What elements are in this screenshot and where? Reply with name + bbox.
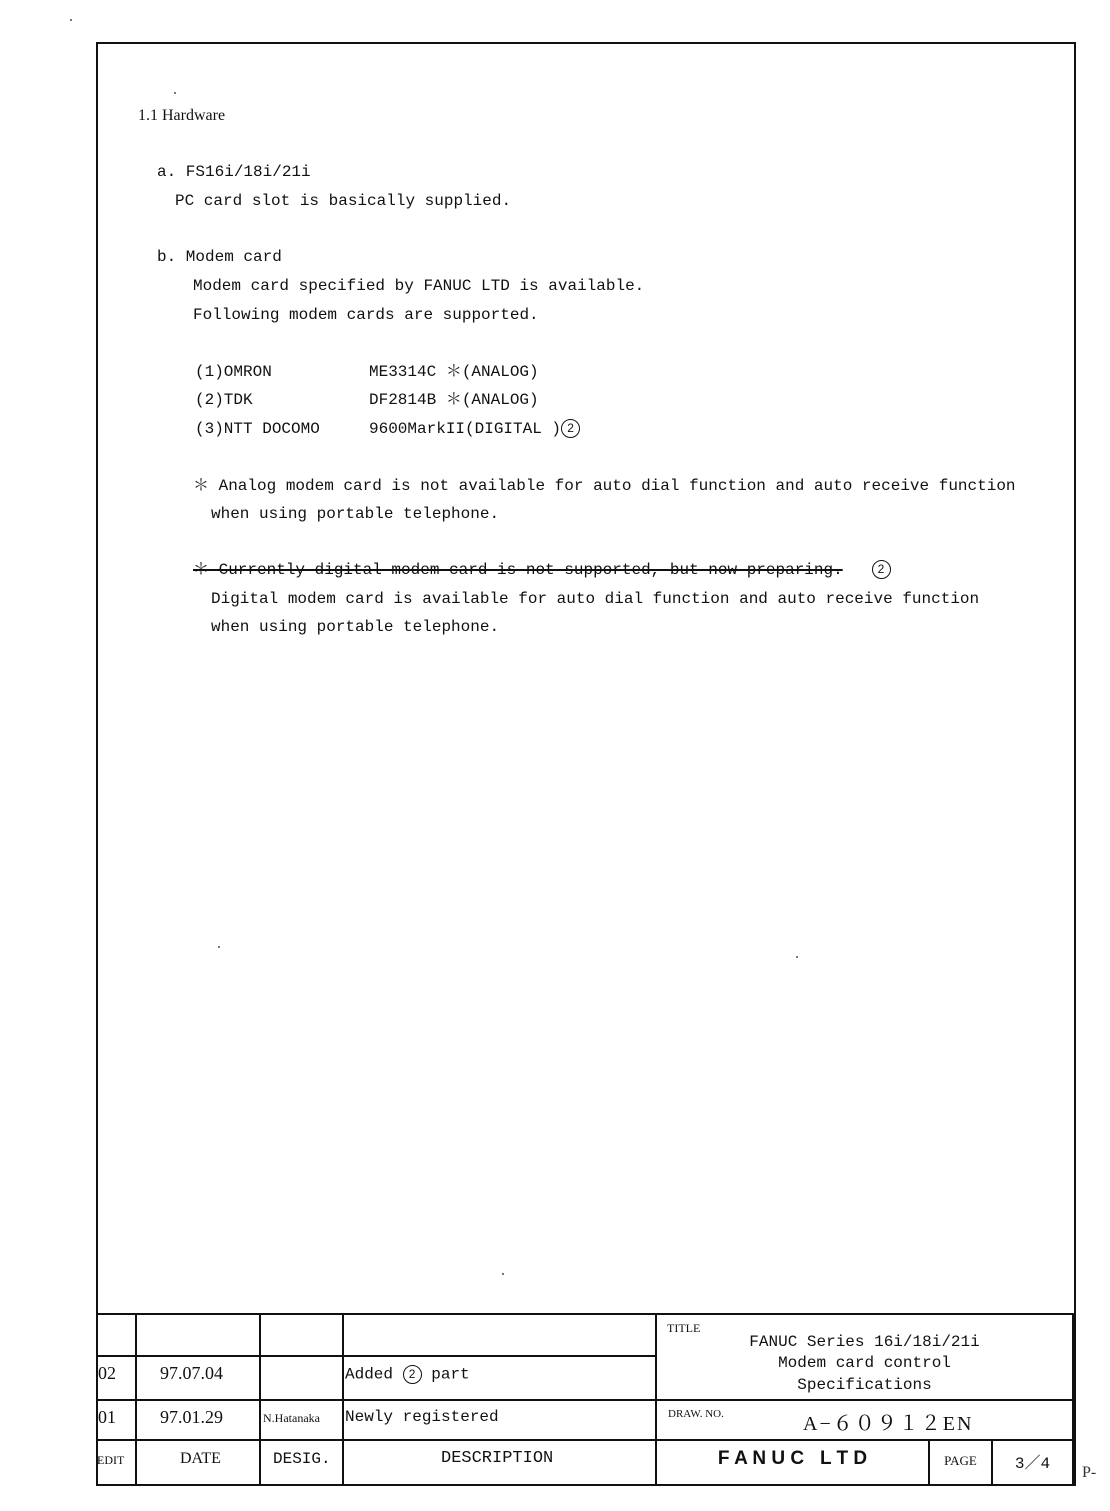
desig-cell: N.Hatanaka [263, 1411, 320, 1425]
struck-text: ＊ Currently digital modem card is not supported, but now preparing. [193, 561, 843, 579]
scan-speck [174, 92, 176, 94]
rule [135, 1313, 137, 1485]
card-name: (2)TDK [195, 391, 253, 409]
scan-speck [70, 19, 72, 21]
rule [96, 1313, 1074, 1315]
page-number: 3／4 [1014, 1455, 1051, 1473]
title-line: Specifications [797, 1376, 932, 1394]
card-name: (3)NTT DOCOMO [195, 420, 320, 438]
note1-line2: when using portable telephone. [211, 505, 500, 523]
title-label: TITLE [667, 1321, 701, 1335]
title-block [96, 1313, 1074, 1485]
date-header: DATE [180, 1450, 221, 1467]
date-cell: 97.07.04 [160, 1363, 223, 1383]
rule [96, 1399, 1074, 1401]
item-b-line1: Modem card specified by FANUC LTD is available. [193, 277, 645, 295]
description-header: DESCRIPTION [441, 1449, 554, 1468]
description-cell [345, 1365, 470, 1384]
card-model-text: 9600MarkII(DIGITAL ) [369, 420, 562, 438]
card-name: (1)OMRON [195, 363, 272, 381]
rule [96, 1355, 657, 1357]
draw-no-label: DRAW. NO. [668, 1408, 724, 1420]
card-model: ME3314C ＊(ANALOG) [369, 363, 539, 381]
card-model [369, 419, 580, 439]
item-a-label: a. FS16i/18i/21i [157, 163, 311, 181]
edit-header: EDIT [97, 1453, 125, 1467]
revision-mark: 2 [872, 560, 891, 579]
rule [342, 1313, 344, 1485]
title-line: Modem card control [778, 1354, 951, 1372]
note2-struck [193, 560, 891, 580]
item-b-label: b. Modem card [157, 248, 282, 266]
scan-speck [218, 946, 220, 948]
description-suffix: part [431, 1365, 470, 1384]
revision-mark: 2 [403, 1365, 422, 1384]
rule [1072, 1313, 1074, 1485]
card-model: DF2814B ＊(ANALOG) [369, 391, 539, 409]
title-line: FANUC Series 16i/18i/21i [749, 1333, 980, 1351]
date-cell: 97.01.29 [160, 1407, 223, 1427]
item-b-line2: Following modem cards are supported. [193, 306, 539, 324]
edit-cell: 02 [98, 1363, 116, 1383]
edit-cell: 01 [98, 1407, 116, 1427]
section-heading: 1.1 Hardware [138, 107, 226, 124]
note2-line2: when using portable telephone. [211, 618, 500, 636]
revision-mark: 2 [561, 419, 580, 438]
rule [259, 1313, 261, 1485]
desig-header: DESIG. [273, 1450, 331, 1468]
note1-line1: ＊ Analog modem card is not available for auto dial function and auto receive function [193, 477, 1016, 495]
scan-speck [796, 956, 798, 958]
scan-speck [502, 1273, 504, 1275]
page-label: PAGE [944, 1453, 977, 1468]
description-text: Added [345, 1365, 394, 1384]
item-a-text: PC card slot is basically supplied. [175, 192, 512, 210]
draw-no: A−６０９１２EN [803, 1413, 974, 1435]
description-cell: Newly registered [345, 1408, 499, 1426]
note2-line1: Digital modem card is available for auto dial function and auto receive function [211, 590, 980, 608]
margin-mark: P- [1082, 1464, 1097, 1481]
company-name: F A N U C L T D [717, 1448, 868, 1469]
